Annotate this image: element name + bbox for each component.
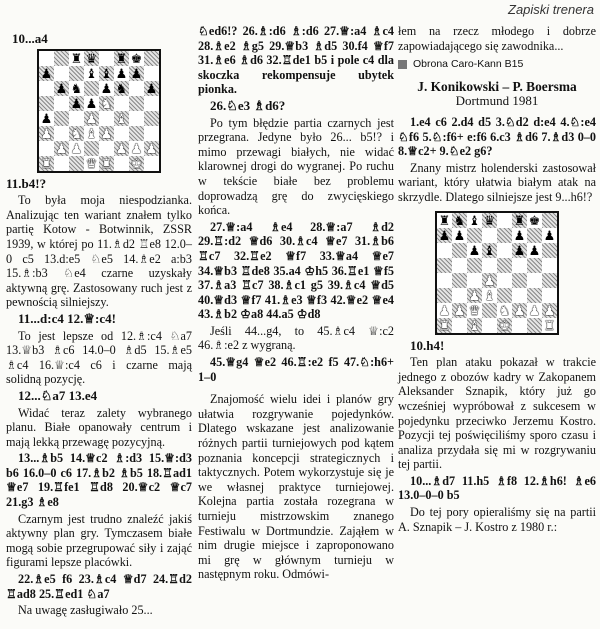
board-square (84, 96, 99, 111)
board-square (497, 273, 512, 288)
board-square (144, 51, 159, 66)
board-square (512, 288, 527, 303)
board-square (542, 273, 557, 288)
black-pawn-icon: ♟ (513, 242, 526, 258)
board-square (99, 96, 114, 111)
board-square (497, 303, 512, 318)
board-square (114, 126, 129, 141)
black-king-icon: ♚ (130, 50, 143, 66)
board-square (512, 258, 527, 273)
move-line: 45.♕g4 ♕e2 46.♖:e2 f5 47.♘:h6+ 1–0 (198, 355, 394, 384)
black-rook-icon: ♜ (513, 212, 526, 228)
board-square (497, 288, 512, 303)
board-square (452, 243, 467, 258)
board-square (482, 243, 497, 258)
move-heading: 12...♘a7 13.e4 (18, 387, 98, 403)
board-square (39, 51, 54, 66)
board-square (452, 288, 467, 303)
commentary-paragraph: Znajomość wielu idei i planów gry ułatwia rozgrywanie pojedynków. Dlatego wskazane jest analizowanie różnych partii turniejowych pod kątem poznania koncepcji strategicznych i taktycznych. Potem wykorzystuje się je we własnej praktyce turniejowej. Kolejna partia została rozegrana w turnieju mistrzowskim znanego Festiwalu w Dortmundzie. Zająłem w nim drugie miejsce i zaproponowano mi grę w głównym turnieju w następnym roku. Odmówi- (198, 392, 394, 582)
white-pawn-icon: ♟ (85, 110, 98, 126)
board-square (114, 81, 129, 96)
board-square (512, 273, 527, 288)
board-square (542, 228, 557, 243)
board-square (512, 318, 527, 333)
black-pawn-icon: ♟ (543, 227, 556, 243)
black-pawn-icon: ♟ (130, 65, 143, 81)
board-square (54, 111, 69, 126)
move-heading: 11.b4!? (6, 175, 47, 191)
black-pawn-icon: ♟ (85, 95, 98, 111)
board-square (482, 273, 497, 288)
board-square (114, 96, 129, 111)
board-square (144, 141, 159, 156)
board-square (452, 318, 467, 333)
game-place: Dortmund 1981 (455, 93, 539, 109)
white-pawn-icon: ♟ (453, 302, 466, 318)
board-square (69, 111, 84, 126)
board-square (114, 51, 129, 66)
running-header: Zapiski trenera (508, 2, 594, 17)
board-square (129, 156, 144, 171)
black-pawn-icon: ♟ (513, 227, 526, 243)
move-line: ♘ed6!? 26.♗:d6 ♗:d6 27.♕:a4 ♗c4 28.♗e2 ♗g5 29.♕b3 ♗d5 30.f4 ♕f7 31.♗e6 ♗d6 32.♖de1 b5 i pole c4 dla skoczka rekompensuje ubytek pionka. (198, 24, 394, 97)
black-bishop-icon: ♝ (85, 65, 98, 81)
black-queen-icon: ♛ (483, 212, 496, 228)
board-square (39, 81, 54, 96)
board-square (129, 141, 144, 156)
white-pawn-icon: ♟ (438, 302, 451, 318)
board-square (527, 243, 542, 258)
board-square (437, 288, 452, 303)
white-rook-icon: ♜ (40, 155, 53, 171)
commentary-paragraph: łem na rzecz młodego i dobrze zapowiadającego się zawodnika... (398, 24, 596, 53)
board-square (512, 243, 527, 258)
commentary-paragraph: To jest lepsze od 12.♗:c4 ♘a7 13.♕b3 ♗c6 14.0–0 ♗d5 15.♗e5 ♗c4 16.♕:c4 c6 i czarne mają solidną pozycję. (6, 328, 192, 387)
black-pawn-icon: ♟ (70, 95, 83, 111)
board-square (452, 213, 467, 228)
black-pawn-icon: ♟ (453, 227, 466, 243)
board-square (114, 66, 129, 81)
board-square (99, 111, 114, 126)
white-pawn-icon: ♟ (55, 140, 68, 156)
board-square (467, 318, 482, 333)
board-square (482, 213, 497, 228)
board-square (129, 81, 144, 96)
board-square (54, 156, 69, 171)
board-square (542, 318, 557, 333)
board-square (69, 156, 84, 171)
board-square (482, 303, 497, 318)
board-square (54, 51, 69, 66)
move-line: 27.♕:a4 ♗e4 28.♕:a7 ♗d2 29.♖:d2 ♕d6 30.♗c4 ♕e7 31.♗b6 ♖c7 32.♖e2 ♕f7 33.♕a4 ♕e7 34.♕b3 ♖de8 35.a4 ♔h5 36.♖e1 ♕f5 37.♗a3 ♖c7 38.♗c1 g5 39.♗c4 ♕d5 40.♕d3 ♕f7 41.♗e3 ♕f3 42.♕e2 ♕e4 43.♗b2 ♔a8 44.a5 ♔d8 (198, 219, 394, 322)
board-square (437, 303, 452, 318)
black-knight-icon: ♞ (115, 80, 128, 96)
board-square (482, 228, 497, 243)
white-pawn-icon: ♟ (145, 140, 158, 156)
opening-marker-icon (398, 60, 407, 69)
black-bishop-icon: ♝ (483, 242, 496, 258)
commentary-paragraph: Do tej pory opieraliśmy się na partii A. Sznapik – J. Kostro z 1980 r.: (398, 505, 596, 534)
white-rook-icon: ♜ (438, 317, 451, 333)
board-square (69, 81, 84, 96)
white-queen-icon: ♛ (85, 155, 98, 171)
board-square (467, 213, 482, 228)
white-bishop-icon: ♝ (115, 110, 128, 126)
move-heading: 10...a4 (12, 31, 48, 46)
board-square (467, 288, 482, 303)
board-square (512, 303, 527, 318)
board-square (527, 288, 542, 303)
board-square (542, 288, 557, 303)
chess-diagram (37, 49, 161, 173)
board-square (437, 243, 452, 258)
white-rook-icon: ♜ (100, 155, 113, 171)
board-square (452, 258, 467, 273)
white-pawn-icon: ♟ (528, 302, 541, 318)
board-square (437, 273, 452, 288)
board-square (497, 243, 512, 258)
board-square (99, 66, 114, 81)
board-square (54, 126, 69, 141)
board-square (69, 141, 84, 156)
white-bishop-icon: ♝ (483, 287, 496, 303)
move-line: 22.♗e5 f6 23.♗c4 ♕d7 24.♖d2 ♖ad8 25.♖ed1 ♘a7 (6, 572, 192, 601)
board-square (542, 213, 557, 228)
board-square (467, 303, 482, 318)
board-square (497, 213, 512, 228)
board-square (99, 141, 114, 156)
black-pawn-icon: ♟ (40, 110, 53, 126)
board-square (467, 228, 482, 243)
board-square (129, 66, 144, 81)
white-bishop-icon: ♝ (85, 125, 98, 141)
move-heading: 10.h4! (410, 337, 445, 353)
board-square (482, 318, 497, 333)
board-square (129, 111, 144, 126)
opening-name: Obrona Caro-Kann B15 (413, 58, 524, 71)
board-square (482, 288, 497, 303)
board-square (437, 228, 452, 243)
board-square (39, 141, 54, 156)
commentary-paragraph: Ten plan ataku pokazał w trakcie jednego z obozów kadry w Zakopanem Aleksander Sznapik, który już go wcześniej wypróbował z sukcesem w pojedynku przeciwko Jerzemu Kostro. Pozycji tej poświęciliśmy sporo czasu i analiza przydała się mi w rozgrywaniu tej partii. (398, 355, 596, 472)
white-queen-icon: ♛ (468, 302, 481, 318)
board-square (84, 126, 99, 141)
black-bishop-icon: ♝ (468, 212, 481, 228)
board-square (512, 213, 527, 228)
board-square (144, 81, 159, 96)
move-line: 13...♗b5 14.♕c2 ♗:d3 15.♕:d3 b6 16.0–0 c6 17.♗b2 ♗b5 18.♖ad1 ♕e7 19.♖fe1 ♖d8 20.♕c2 ♕c7 21.g3 ♗e8 (6, 451, 192, 510)
commentary-paragraph: Czarnym jest trudno znaleźć jakiś aktywny plan gry. Tymczasem białe mogą sobie przegrupować siły i zająć figurami lepsze placówki. (6, 511, 192, 570)
white-pawn-icon: ♟ (40, 125, 53, 141)
board-square (144, 156, 159, 171)
board-square (114, 141, 129, 156)
black-pawn-icon: ♟ (468, 242, 481, 258)
white-bishop-icon: ♝ (468, 317, 481, 333)
board-square (54, 81, 69, 96)
board-square (452, 273, 467, 288)
move-heading: 26.♘e3 ♗d6? (210, 97, 286, 113)
black-knight-icon: ♞ (70, 80, 83, 96)
board-square (527, 273, 542, 288)
board-square (467, 258, 482, 273)
board-square (482, 258, 497, 273)
column-left (6, 24, 192, 618)
board-square (54, 96, 69, 111)
board-square (69, 126, 84, 141)
black-pawn-icon: ♟ (100, 80, 113, 96)
board-square (437, 213, 452, 228)
move-heading: 11...d:c4 12.♕:c4! (18, 310, 116, 326)
white-knight-icon: ♞ (100, 95, 113, 111)
chess-diagram (435, 211, 559, 335)
board-square (129, 51, 144, 66)
black-rook-icon: ♜ (115, 50, 128, 66)
board-square (99, 156, 114, 171)
white-king-icon: ♚ (498, 317, 511, 333)
board-square (527, 258, 542, 273)
board-square (467, 273, 482, 288)
white-pawn-icon: ♟ (468, 287, 481, 303)
black-rook-icon: ♜ (438, 212, 451, 228)
white-pawn-icon: ♟ (70, 140, 83, 156)
column-middle (198, 24, 394, 582)
board-square (144, 111, 159, 126)
black-rook-icon: ♜ (70, 50, 83, 66)
black-pawn-icon: ♟ (438, 227, 451, 243)
board-square (54, 66, 69, 81)
black-pawn-icon: ♟ (40, 65, 53, 81)
board-square (437, 258, 452, 273)
board-square (497, 228, 512, 243)
black-pawn-icon: ♟ (145, 80, 158, 96)
commentary-paragraph: Widać teraz zalety wybranego planu. Białe opanowały centrum i mają lekką przewagę pozycyjną. (6, 405, 192, 449)
board-square (99, 51, 114, 66)
white-knight-icon: ♞ (70, 125, 83, 141)
black-king-icon: ♚ (528, 212, 541, 228)
board-square (99, 81, 114, 96)
board-square (39, 66, 54, 81)
board-square (527, 213, 542, 228)
commentary-paragraph: Jeśli 44...g4, to 45.♗c4 ♕:c2 46.♗:e2 z wygraną. (198, 323, 394, 353)
board-square (84, 81, 99, 96)
white-pawn-icon: ♟ (100, 125, 113, 141)
white-pawn-icon: ♟ (543, 302, 556, 318)
commentary-paragraph: Na uwagę zasługiwało 25... (18, 603, 153, 618)
board-square (542, 303, 557, 318)
board-square (69, 66, 84, 81)
board-square (512, 228, 527, 243)
board-square (144, 126, 159, 141)
board-square (527, 303, 542, 318)
board-square (527, 318, 542, 333)
board-square (69, 51, 84, 66)
board-square (542, 243, 557, 258)
board-square (144, 96, 159, 111)
white-pawn-icon: ♟ (115, 140, 128, 156)
board-square (129, 126, 144, 141)
board-square (84, 51, 99, 66)
board-square (84, 111, 99, 126)
black-knight-icon: ♞ (453, 212, 466, 228)
black-pawn-icon: ♟ (528, 242, 541, 258)
board-square (39, 96, 54, 111)
board-square (452, 303, 467, 318)
board-square (84, 141, 99, 156)
board-square (84, 156, 99, 171)
board-square (84, 66, 99, 81)
board-square (69, 96, 84, 111)
commentary-paragraph: Znany mistrz holenderski zastosował wariant, który ułatwia białym atak na skrzydle. Dlatego silniejsze jest 9...h6!? (398, 160, 596, 204)
white-pawn-icon: ♟ (130, 140, 143, 156)
black-pawn-icon: ♟ (115, 65, 128, 81)
board-square (114, 111, 129, 126)
white-king-icon: ♚ (130, 155, 143, 171)
black-bishop-icon: ♝ (100, 65, 113, 81)
commentary-paragraph: To była moja niespodzianka. Analizując ten wariant znałem tylko partię Kotow - Botwinnik, ZSSR 1939, w której po 11.♗d2 ♖e8 12.0–0 c5 13.d:e5 ♘e5 14.♗e2 a:b3 15.♗:b3 ♘e4 czarne uzyskały aktywną grę. Zastosowany ruch jest z pewnością silniejszy. (6, 193, 192, 310)
board-square (114, 156, 129, 171)
board-square (39, 111, 54, 126)
board-square (497, 318, 512, 333)
board-square (144, 66, 159, 81)
white-knight-icon: ♞ (498, 302, 511, 318)
board-square (54, 141, 69, 156)
game-title: J. Konikowski – P. Boersma (417, 78, 577, 94)
black-pawn-icon: ♟ (55, 80, 68, 96)
opening-label (398, 57, 596, 72)
move-line: 1.e4 c6 2.d4 d5 3.♘d2 d:e4 4.♘:e4 ♘f6 5.♘:f6+ e:f6 6.c3 ♗d6 7.♗d3 0–0 8.♕c2+ 9.♘e2 g6? (398, 114, 596, 159)
column-right (398, 24, 596, 534)
board-square (437, 318, 452, 333)
white-pawn-icon: ♟ (483, 272, 496, 288)
board-square (99, 126, 114, 141)
board-square (467, 243, 482, 258)
board-square (527, 228, 542, 243)
black-queen-icon: ♛ (85, 50, 98, 66)
commentary-paragraph: Po tym błędzie partia czarnych jest przegrana. Jedyne było 26... b5!? i mimo przewagi białych, nie widać klarownej drogi do wygranej. Po ruchu w tekście białe bez problemu doprowadzą grę do zwycięskiego końca. (198, 115, 394, 218)
board-square (542, 258, 557, 273)
white-rook-icon: ♜ (543, 317, 556, 333)
board-square (452, 228, 467, 243)
board-square (497, 258, 512, 273)
board-square (129, 96, 144, 111)
white-pawn-icon: ♟ (513, 302, 526, 318)
move-line: 10...♗d7 11.h5 ♗f8 12.♗h6! ♗e6 13.0–0–0 b5 (398, 473, 596, 503)
board-square (39, 126, 54, 141)
board-square (39, 156, 54, 171)
